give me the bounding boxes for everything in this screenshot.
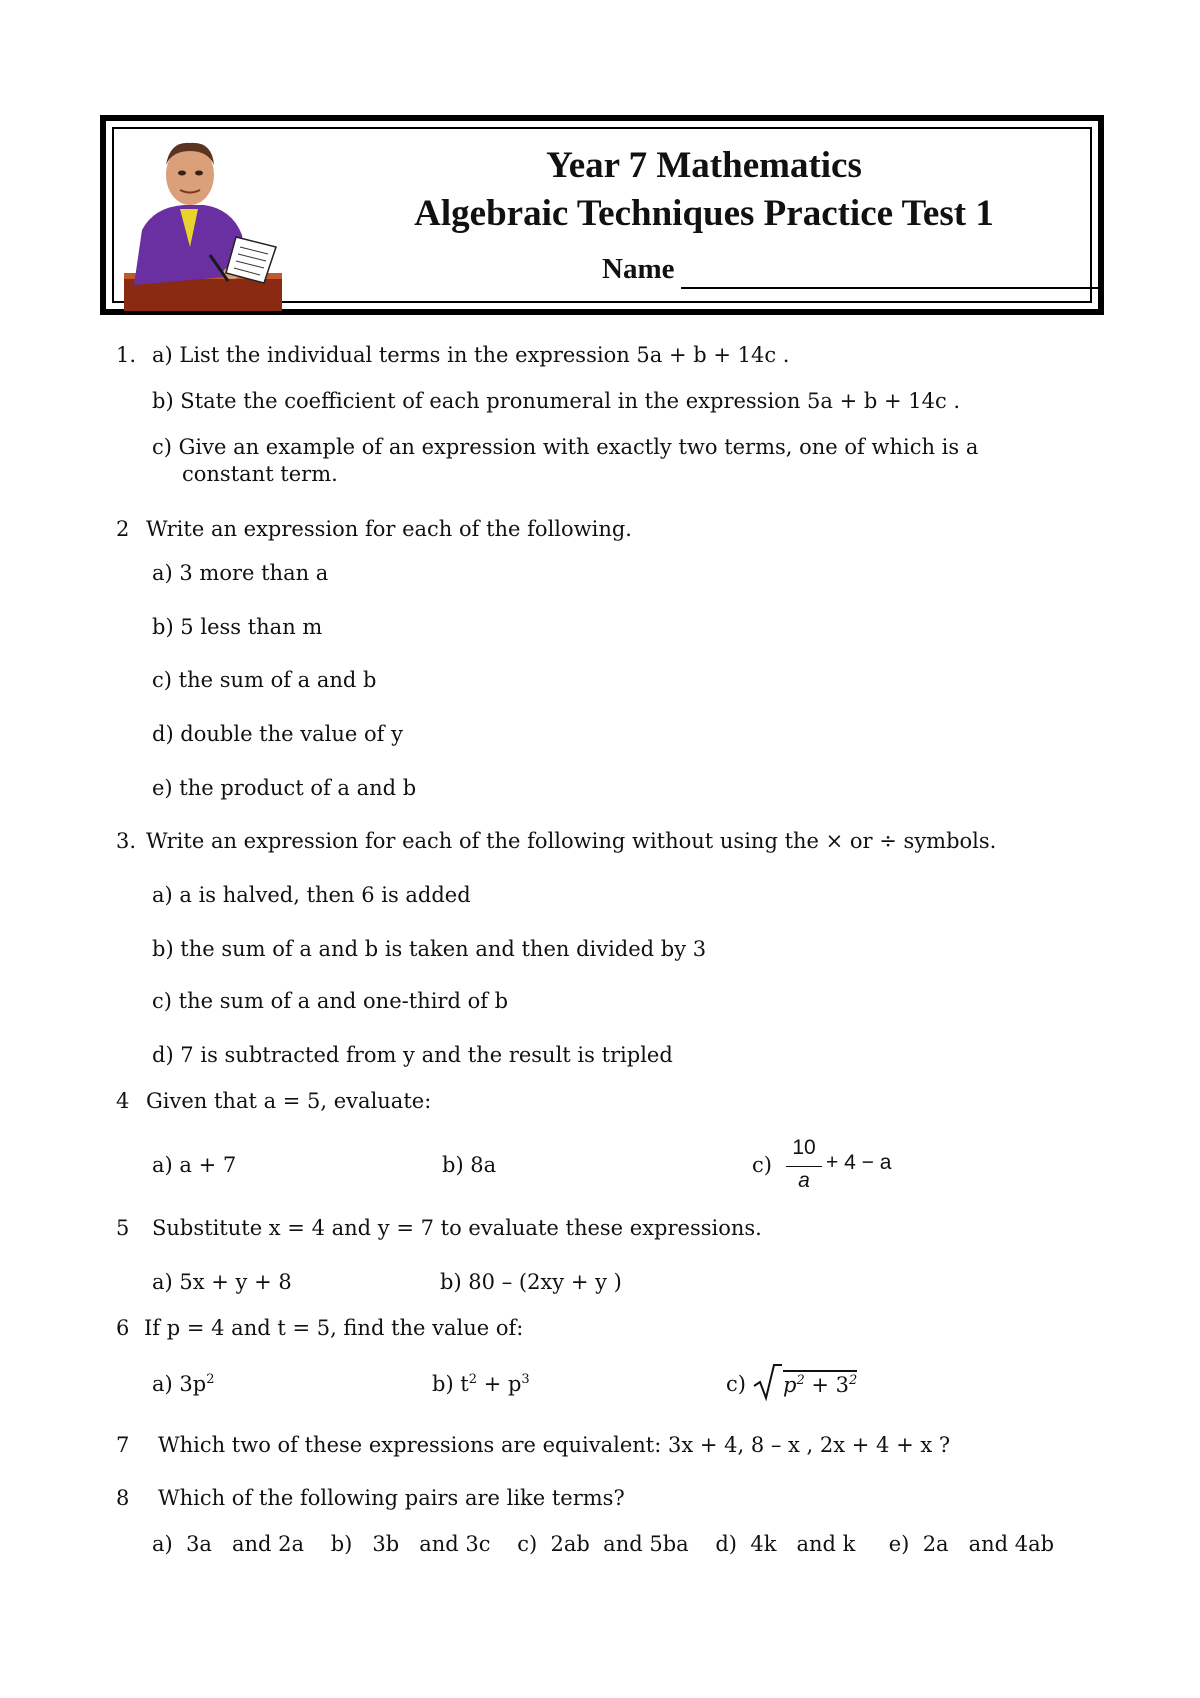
worksheet-title-line2: Algebraic Techniques Practice Test 1 (414, 193, 994, 234)
q6-b-exponent2: 3 (521, 1372, 530, 1387)
q5-part-b: b) 80 – (2xy + y ) (440, 1270, 622, 1294)
q6-part-a (152, 1372, 214, 1397)
q5-part-a: a) 5x + y + 8 (152, 1270, 292, 1294)
q6-c-base2: + 3 (804, 1373, 850, 1397)
q3-part-a: a) a is halved, then 6 is added (152, 883, 471, 907)
q6-c-exponent2: 2 (849, 1373, 858, 1388)
q3-part-d: d) 7 is subtracted from y and the result is tripled (152, 1043, 673, 1067)
q6-stem: If p = 4 and t = 5, find the value of: (144, 1316, 524, 1340)
q2-part-d: d) double the value of y (152, 722, 403, 746)
q6-c-exponent1: 2 (796, 1373, 805, 1388)
q4-number: 4 (116, 1089, 130, 1113)
q6-c-base1: p (783, 1373, 797, 1397)
q2-stem: Write an expression for each of the following. (146, 517, 632, 541)
square-root-icon (752, 1362, 782, 1402)
fraction-numerator: 10 (792, 1136, 816, 1159)
q6-part-c-radicand (783, 1370, 857, 1398)
q3-part-b: b) the sum of a and b is taken and then divided by 3 (152, 937, 707, 961)
fraction-remainder: + 4 − a (826, 1151, 892, 1174)
q2-part-b: b) 5 less than m (152, 615, 323, 639)
q2-part-a: a) 3 more than a (152, 561, 329, 585)
q6-a-exponent: 2 (206, 1372, 215, 1387)
q3-stem: Write an expression for each of the following without using the × or ÷ symbols. (146, 829, 997, 853)
q4-part-b: b) 8a (442, 1153, 497, 1177)
fraction-denominator: a (798, 1169, 810, 1192)
q1-part-a: a) List the individual terms in the expression 5a + b + 14c . (152, 343, 790, 367)
q2-part-c: c) the sum of a and b (152, 668, 377, 692)
q8-options: a) 3a and 2a b) 3b and 3c c) 2ab and 5ba d) 4k and k e) 2a and 4ab (152, 1532, 1055, 1556)
name-blank-line[interactable] (681, 287, 1101, 289)
q5-number: 5 (116, 1216, 130, 1240)
q1-part-c-line2: constant term. (182, 462, 338, 486)
q4-part-a: a) a + 7 (152, 1153, 237, 1177)
q8-number: 8 (116, 1486, 130, 1510)
q4-part-c-expression (786, 1136, 946, 1196)
q4-part-c-label: c) (752, 1153, 772, 1177)
header-box (100, 115, 1104, 315)
teacher-illustration-icon (124, 135, 282, 311)
q5-stem: Substitute x = 4 and y = 7 to evaluate these expressions. (152, 1216, 762, 1240)
q1-part-c-line1: c) Give an example of an expression with exactly two terms, one of which is a (152, 435, 979, 459)
q6-number: 6 (116, 1316, 130, 1340)
q2-part-e: e) the product of a and b (152, 776, 417, 800)
fraction-bar (786, 1166, 822, 1167)
q7-stem: Which two of these expressions are equivalent: 3x + 4, 8 – x , 2x + 4 + x ? (158, 1433, 951, 1457)
q7-number: 7 (116, 1433, 130, 1457)
q6-b-exponent1: 2 (468, 1372, 478, 1387)
q6-b-base2: + p (477, 1372, 522, 1396)
q8-stem: Which of the following pairs are like terms? (158, 1486, 625, 1510)
q1-number: 1. (116, 343, 137, 367)
header-inner-border (112, 127, 1092, 303)
q2-number: 2 (116, 517, 130, 541)
q1-part-b: b) State the coefficient of each pronumeral in the expression 5a + b + 14c . (152, 389, 961, 413)
name-label: Name (602, 253, 675, 285)
q6-part-c-label: c) (726, 1372, 746, 1396)
q4-stem: Given that a = 5, evaluate: (146, 1089, 432, 1113)
q6-b-base1: b) t (432, 1372, 469, 1396)
q6-part-b (432, 1372, 530, 1397)
q3-part-c: c) the sum of a and one-third of b (152, 989, 509, 1013)
q3-number: 3. (116, 829, 137, 853)
q6-a-base: a) 3p (152, 1372, 207, 1396)
worksheet-title-line1: Year 7 Mathematics (546, 145, 862, 186)
